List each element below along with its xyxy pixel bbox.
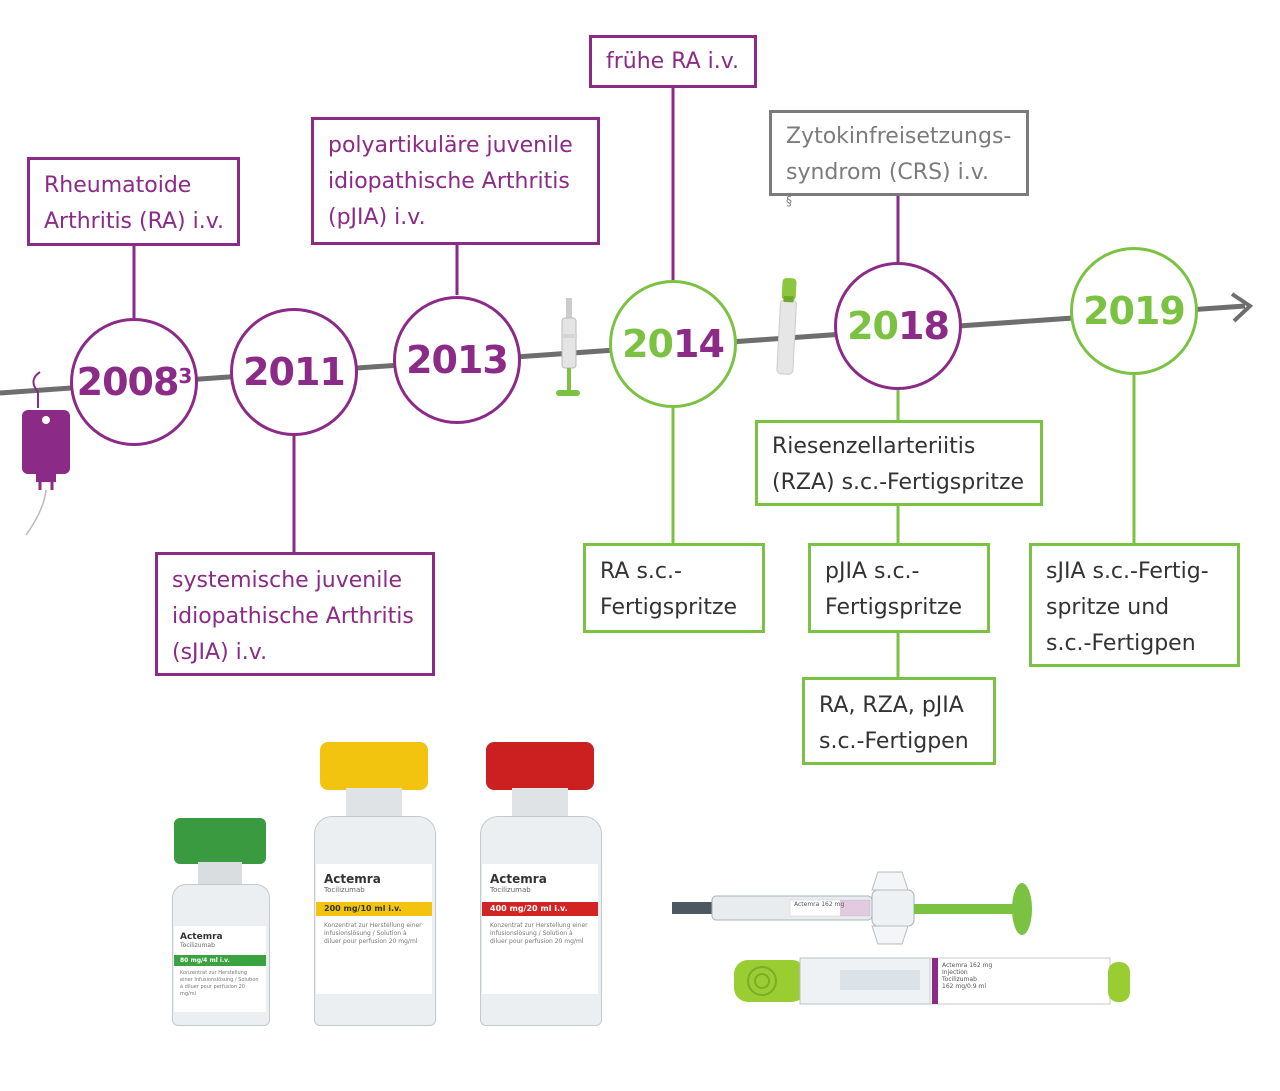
year-label-2019: 2019	[1083, 289, 1185, 333]
box-ra-iv: Rheumatoide Arthritis (RA) i.v.	[27, 157, 240, 246]
box-pen-multi: RA, RZA, pJIA s.c.-Fertigpen	[802, 677, 996, 765]
box-sjia-sc: sJIA s.c.-Fertig- spritze und s.c.-Fertigpen	[1029, 543, 1240, 667]
pen-label: Actemra 162 mg Injection Tocilizumab 162 mg/0.9 ml	[942, 962, 993, 990]
year-circle-2011	[230, 308, 358, 436]
box-ra-sc: RA s.c.- Fertigspritze	[583, 543, 765, 633]
syringe-label: Actemra 162 mg	[794, 901, 845, 908]
year-label-2008: 2008	[76, 360, 179, 404]
vial-large-image: Actemra Tocilizumab 400 mg/20 ml i.v. Konzentrat zur Herstellung einer Infusionslösung / Solution à diluer pour perfusion 20 mg/ml	[478, 742, 602, 1024]
prefilled-syringe-image	[672, 872, 1032, 944]
year-circle-2013	[393, 296, 521, 424]
box-pjia-iv: polyartikuläre juvenile idiopathische Arthritis (pJIA) i.v.	[311, 117, 600, 245]
year-circle-2018	[834, 262, 962, 390]
year-circle-2014	[609, 280, 737, 408]
box-crs: Zytokinfreisetzungs- syndrom (CRS) i.v. §	[769, 110, 1029, 196]
infusion-bag-icon	[22, 372, 70, 535]
pen-icon	[777, 278, 798, 375]
year-circle-2019	[1070, 247, 1198, 375]
vial-small-image: Actemra Tocilizumab 80 mg/4 ml i.v. Konzentrat zur Herstellung einer Infusionslösung / Solution à diluer pour perfusion 20 mg/ml	[170, 818, 270, 1024]
footnote-ref-3: 3	[178, 364, 192, 388]
year-label-2011: 2011	[243, 350, 345, 394]
year-label-2013: 2013	[406, 338, 508, 382]
vial-medium-image: Actemra Tocilizumab 200 mg/10 ml i.v. Konzentrat zur Herstellung einer Infusionslösung / Solution à diluer pour perfusion 20 mg/ml	[312, 742, 436, 1024]
year-label-2014: 2014	[622, 322, 724, 366]
box-sjia-iv: systemische juvenile idiopathische Arthritis (sJIA) i.v.	[155, 552, 435, 676]
box-pjia-sc: pJIA s.c.- Fertigspritze	[808, 543, 990, 633]
year-label-2018: 2018	[847, 304, 949, 348]
syringe-icon	[556, 298, 580, 396]
year-circle-2008	[70, 318, 198, 446]
box-rza-sc: Riesenzellarteriitis (RZA) s.c.-Fertigspritze	[755, 420, 1043, 506]
box-fruehe-ra: frühe RA i.v.	[589, 35, 757, 88]
